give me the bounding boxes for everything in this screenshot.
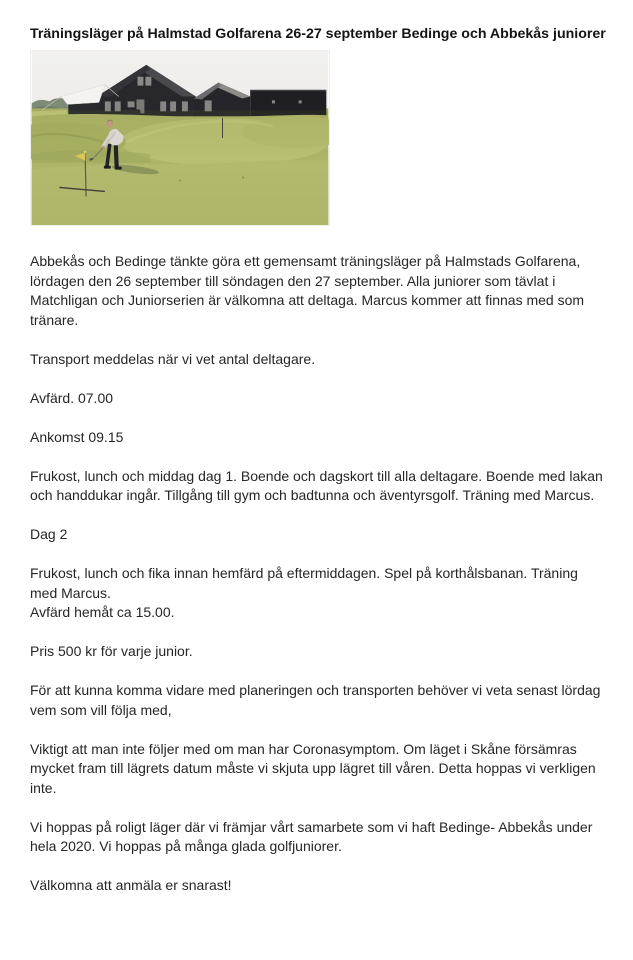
document-title: Träningsläger på Halmstad Golfarena 26-27 september Bedinge och Abbekås juniorer [30, 26, 606, 42]
paragraph-intro: Abbekås och Bedinge tänkte göra ett gemensamt träningsläger på Halmstads Golfarena, lördagen den 26 september till söndagen den 27 september. Alla juniorer som tävlat i Matchligan och Juniorserien är välkomna att deltaga. Marcus kommer att finnas med som tränare. [30, 253, 585, 328]
paragraph-day1-details: Frukost, lunch och middag dag 1. Boende och dagskort till alla deltagare. Boende med lakan och handdukar ingår. Tillgång till gym och badtunna och äventyrsgolf. Träning med Marcus. [30, 467, 603, 503]
paragraph-signup-call: Välkomna att anmäla er snarast! [30, 877, 232, 893]
paragraph-cooperation: Vi hoppas på roligt läger där vi främjar vårt samarbete som vi haft Bedinge- Abbekås under hela 2020. Vi hoppas på många glada golfjuniorer. [30, 818, 593, 854]
golf-course-photo-graphic [30, 50, 330, 226]
paragraph-day2-heading: Dag 2 [30, 526, 68, 542]
paragraph-rsvp-deadline: För att kunna komma vidare med planeringen och transporten behöver vi veta senast lördag vem som vill följa med, [30, 682, 601, 718]
document-body [30, 226, 606, 896]
paragraph-price: Pris 500 kr för varje junior. [30, 643, 193, 659]
paragraph-corona-notice: Viktigt att man inte följer med om man har Coronasymptom. Om läget i Skåne försämras mycket fram till lägrets datum måste vi skjuta upp lägret till våren. Detta hoppas vi verkligen inte. [30, 740, 596, 796]
paragraph-arrival-time: Ankomst 09.15 [30, 428, 124, 445]
paragraph-transport: Transport meddelas när vi vet antal deltagare. [30, 350, 316, 367]
golf-course-photo [30, 50, 330, 226]
document-content [30, 25, 606, 915]
paragraph-day2-details: Frukost, lunch och fika innan hemfärd på eftermiddagen. Spel på korthålsbanan. Träning med Marcus. [30, 565, 578, 601]
photo-grass [30, 110, 330, 225]
paragraph-return-time: Avfärd hemåt ca 15.00. [30, 604, 175, 620]
paragraph-departure-time: Avfärd. 07.00 [30, 389, 114, 406]
